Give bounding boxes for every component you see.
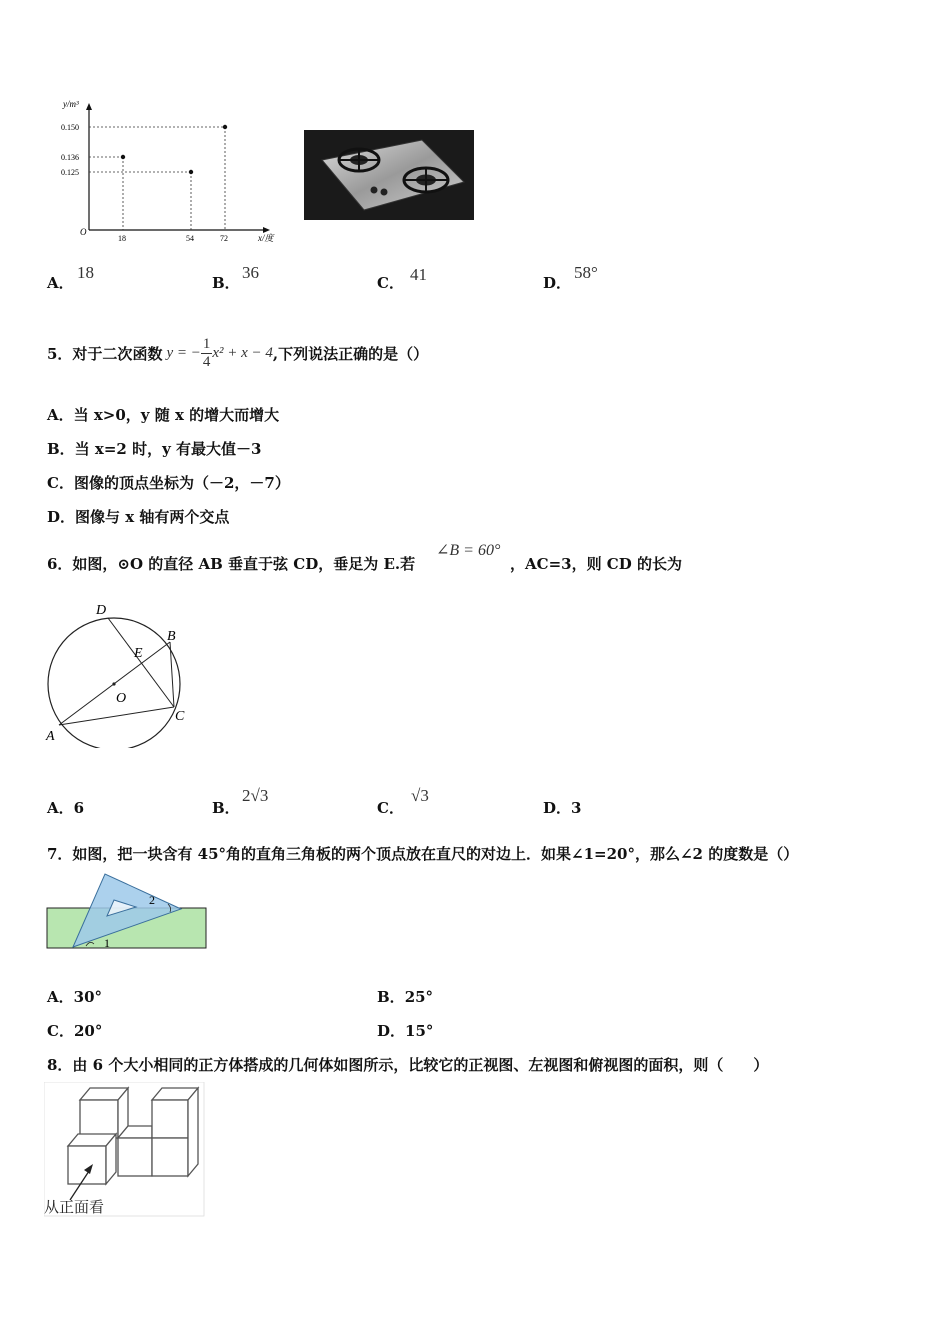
q6-option-b[interactable] (212, 797, 240, 818)
x-tick-label: 72 (220, 234, 228, 243)
y-tick-label: 0.125 (61, 168, 79, 177)
q5-suffix: ,下列说法正确的是（） (272, 344, 429, 363)
q6-circle-figure (40, 598, 200, 748)
option-letter: D． (543, 799, 572, 817)
q5-frac-num: 1 (202, 335, 211, 352)
q8-question: 8．由 6 个大小相同的正方体搭成的几何体如图所示，比较它的正视图、左视图和俯视图的面积，则（ ） (47, 1056, 769, 1074)
option-letter: C． (47, 1022, 74, 1040)
graph-point-2 (189, 170, 193, 174)
option-letter: A． (47, 274, 74, 292)
option-value: 3 (571, 799, 582, 817)
q6-suffix: ，AC=3，则 CD 的长为 (510, 555, 682, 573)
option-letter: B． (212, 799, 240, 817)
option-value: 30° (73, 988, 103, 1006)
q5-formula-lhs: y = − (166, 344, 201, 361)
angle-1-label: 1 (104, 936, 110, 950)
q4-option-d[interactable] (543, 272, 571, 293)
option-letter: D． (377, 1022, 406, 1040)
q4-graph (55, 95, 285, 250)
q7-option-a[interactable] (47, 986, 102, 1007)
x-tick-label: 18 (118, 234, 126, 243)
gas-stove-photo (304, 130, 474, 220)
q8-figure-caption: 从正面看 (44, 1198, 105, 1216)
label-e: E (134, 646, 143, 661)
q5-option-a[interactable]: A．当 x>0，y 随 x 的增大而增大 (47, 406, 280, 424)
option-letter: D． (543, 274, 572, 292)
q6-question (47, 553, 415, 574)
q5-fraction (201, 336, 213, 371)
burner-left-icon (339, 149, 379, 171)
q6-option-a[interactable] (47, 797, 84, 818)
knob-icon (381, 189, 388, 196)
q6-option-c[interactable] (377, 797, 404, 818)
q4-option-a[interactable] (47, 272, 74, 293)
graph-point-3 (223, 125, 227, 129)
knob-icon (371, 187, 378, 194)
option-letter: C． (377, 274, 404, 292)
option-value: 20° (73, 1022, 103, 1040)
graph-y-label: y/m³ (63, 99, 79, 109)
option-letter: C． (377, 799, 404, 817)
q4-option-c-value: 41 (410, 265, 427, 284)
q4-option-b-value: 36 (242, 263, 259, 282)
label-a: A (46, 729, 55, 744)
graph-point-1 (121, 155, 125, 159)
q4-option-d-value: 58° (574, 263, 598, 282)
segment-ac (59, 707, 174, 725)
q6-option-b-value: 2√3 (242, 786, 269, 805)
q6-option-d[interactable] (543, 797, 581, 818)
q4-option-a-value: 18 (77, 263, 94, 282)
option-letter: A． (47, 988, 74, 1006)
option-value: 6 (73, 799, 85, 817)
label-b: B (167, 629, 176, 644)
q4-option-c[interactable] (377, 272, 404, 293)
q7-option-c[interactable] (47, 1020, 102, 1041)
burner-right-icon (404, 168, 448, 192)
q5-question (47, 330, 428, 376)
q6-math: ∠B = 60° (436, 542, 501, 559)
y-tick-label: 0.136 (61, 153, 79, 162)
q7-option-d[interactable] (377, 1020, 433, 1041)
q7-question: 7．如图，把一块含有 45°角的直角三角板的两个顶点放在直尺的对边上．如果∠1=20°，那么∠2 的度数是（） (47, 845, 799, 863)
option-value: 15° (405, 1022, 434, 1040)
q6-option-c-value: √3 (411, 786, 429, 805)
option-letter: A． (47, 799, 74, 817)
option-letter: B． (377, 988, 405, 1006)
graph-origin: O (80, 227, 87, 237)
option-letter: B． (212, 274, 240, 292)
q5-option-d[interactable]: D．图像与 x 轴有两个交点 (47, 508, 230, 526)
label-c: C (175, 709, 185, 724)
option-value: 25° (404, 988, 434, 1006)
q7-option-b[interactable] (377, 986, 433, 1007)
center-point (112, 682, 115, 685)
graph-x-label: x/度 (258, 233, 274, 243)
q5-formula-rhs: x² + x − 4 (212, 344, 273, 361)
q5-frac-den: 4 (202, 353, 211, 370)
x-tick-label: 54 (186, 234, 194, 243)
angle-2-label: 2 (149, 893, 155, 907)
q5-prefix: 5．对于二次函数 (47, 344, 163, 363)
q7-ruler-figure (46, 870, 210, 952)
y-tick-label: 0.150 (61, 123, 79, 132)
label-o: O (116, 691, 127, 706)
q5-option-b[interactable]: B．当 x=2 时，y 有最大值－3 (47, 440, 262, 458)
label-d: D (96, 603, 107, 618)
q5-option-c[interactable]: C．图像的顶点坐标为（－2，－7） (47, 474, 290, 492)
q6-prefix: 6．如图，⊙O 的直径 AB 垂直于弦 CD，垂足为 E.若 (47, 555, 416, 573)
q4-option-b[interactable] (212, 272, 240, 293)
